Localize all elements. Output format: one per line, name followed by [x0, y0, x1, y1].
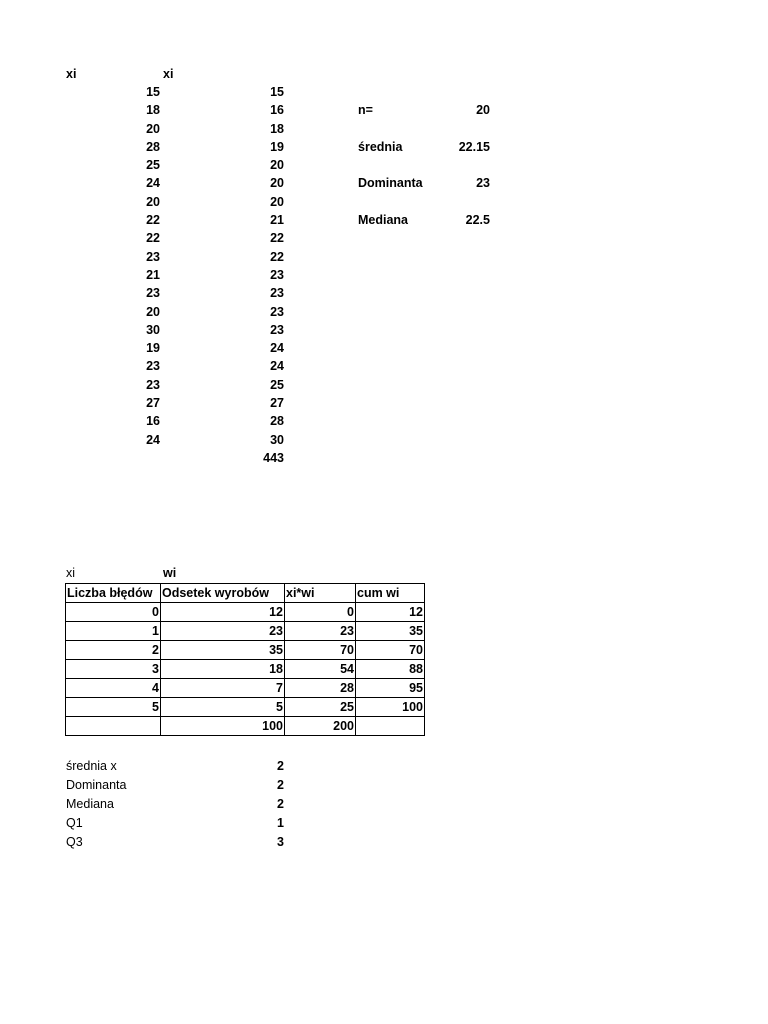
raw-value-cell[interactable]: 28 [146, 139, 160, 154]
table-row [66, 679, 425, 698]
table-row [66, 641, 425, 660]
raw-value-cell[interactable]: 24 [146, 176, 160, 191]
raw-value-cell[interactable]: 23 [146, 249, 160, 264]
summary-stats-top [358, 101, 490, 247]
frequency-table [65, 583, 425, 736]
stat-label[interactable]: Dominanta [66, 778, 127, 792]
sorted-value-cell[interactable]: 23 [270, 322, 284, 337]
stat-value[interactable]: 2 [277, 797, 284, 811]
table-cell[interactable]: 18 [161, 660, 285, 679]
summary-stats-bottom [66, 757, 284, 852]
xi-label[interactable]: xi [66, 566, 76, 580]
table-cell[interactable]: 35 [161, 641, 285, 660]
raw-value-cell[interactable]: 20 [146, 121, 160, 136]
sorted-value-cell[interactable]: 21 [270, 213, 284, 228]
raw-value-cell[interactable]: 23 [146, 377, 160, 392]
table-cell[interactable] [356, 717, 425, 736]
sorted-value-cell[interactable]: 20 [270, 194, 284, 209]
raw-value-cell[interactable]: 23 [146, 286, 160, 301]
sorted-value-cell[interactable]: 19 [270, 139, 284, 154]
table-cell[interactable]: 95 [356, 679, 425, 698]
sorted-value-cell[interactable]: 24 [270, 341, 284, 356]
stat-row-n [358, 101, 490, 138]
table-cell[interactable]: 100 [161, 717, 285, 736]
sorted-value-cell[interactable]: 22 [270, 231, 284, 246]
sorted-value-cell[interactable]: 15 [270, 85, 284, 99]
raw-value-cell[interactable]: 27 [146, 396, 160, 411]
stat-row-mean [358, 138, 490, 175]
stat-label[interactable]: Mediana [66, 797, 114, 811]
table-cell[interactable]: 12 [161, 603, 285, 622]
table-row [66, 603, 425, 622]
raw-values-header: xi [66, 67, 77, 81]
sorted-value-cell[interactable]: 18 [270, 121, 284, 136]
table-cell[interactable]: 70 [285, 641, 356, 660]
sorted-value-cell[interactable]: 20 [270, 158, 284, 173]
stat-label[interactable]: Q1 [66, 816, 83, 830]
stat-row-mean-x [66, 757, 284, 776]
header-product-share[interactable]: Odsetek wyrobów [161, 584, 285, 603]
stat-value[interactable]: 22.5 [465, 212, 490, 227]
stat-label[interactable]: Mediana [358, 212, 409, 227]
stat-value[interactable]: 2 [277, 759, 284, 773]
stat-value[interactable]: 23 [476, 176, 490, 191]
table-row [66, 660, 425, 679]
table-cell[interactable]: 23 [285, 622, 356, 641]
stat-row-median [358, 211, 490, 248]
sorted-value-cell[interactable]: 22 [270, 249, 284, 264]
table-cell[interactable]: 12 [356, 603, 425, 622]
stat-label[interactable]: n= [358, 103, 373, 117]
table-cell[interactable]: 200 [285, 717, 356, 736]
table-cell[interactable]: 54 [285, 660, 356, 679]
stat-row-q1 [66, 814, 284, 833]
table-cell[interactable]: 100 [356, 698, 425, 717]
header-xi-wi[interactable]: xi*wi [285, 584, 356, 603]
raw-value-cell[interactable]: 20 [146, 304, 160, 319]
sorted-value-cell[interactable]: 28 [270, 414, 284, 429]
raw-value-cell[interactable]: 18 [146, 103, 160, 118]
raw-value-cell[interactable]: 22 [146, 231, 160, 246]
sorted-value-cell[interactable]: 20 [270, 176, 284, 191]
sorted-value-cell[interactable]: 23 [270, 286, 284, 301]
table-cell[interactable]: 0 [66, 603, 161, 622]
table-cell[interactable]: 88 [356, 660, 425, 679]
table-cell[interactable]: 28 [285, 679, 356, 698]
raw-value-cell[interactable]: 25 [146, 158, 160, 173]
sorted-value-cell[interactable]: 27 [270, 396, 284, 411]
stat-label[interactable]: średnia x [66, 759, 117, 773]
table-cell[interactable]: 35 [356, 622, 425, 641]
table-cell[interactable]: 23 [161, 622, 285, 641]
header-cum-wi[interactable]: cum wi [356, 584, 425, 603]
stat-row-mode [66, 776, 284, 795]
table-cell[interactable]: 5 [161, 698, 285, 717]
table-cell[interactable]: 3 [66, 660, 161, 679]
raw-value-cell[interactable]: 21 [146, 267, 160, 282]
sorted-value-cell[interactable]: 30 [270, 432, 284, 447]
raw-value-cell[interactable]: 20 [146, 194, 160, 209]
table-row [66, 698, 425, 717]
table-cell[interactable] [66, 717, 161, 736]
header-error-count[interactable]: Liczba błędów [66, 584, 161, 603]
stat-value[interactable]: 1 [277, 816, 284, 830]
stat-value[interactable]: 20 [476, 103, 490, 117]
raw-value-cell[interactable]: 19 [146, 341, 160, 356]
table-cell[interactable]: 1 [66, 622, 161, 641]
table-totals-row [66, 717, 425, 736]
raw-value-cell[interactable]: 30 [146, 322, 160, 337]
wi-label[interactable]: wi [163, 566, 177, 580]
sorted-value-cell[interactable]: 24 [270, 359, 284, 374]
sorted-values-sum[interactable]: 443 [263, 451, 284, 465]
sorted-values-header: xi [163, 67, 174, 81]
table-cell[interactable]: 0 [285, 603, 356, 622]
sorted-value-cell[interactable]: 23 [270, 304, 284, 319]
table-cell[interactable]: 2 [66, 641, 161, 660]
table-cell[interactable]: 70 [356, 641, 425, 660]
stat-label[interactable]: Q3 [66, 835, 83, 849]
raw-value-cell[interactable]: 24 [146, 432, 160, 447]
stat-label[interactable]: średnia [358, 139, 403, 154]
table-header-row [66, 584, 425, 603]
raw-value-cell[interactable]: 15 [146, 85, 160, 99]
stat-row-mode [358, 174, 490, 211]
table-cell[interactable]: 5 [66, 698, 161, 717]
sorted-value-cell[interactable]: 23 [270, 267, 284, 282]
raw-value-cell[interactable]: 16 [146, 414, 160, 429]
sorted-value-cell[interactable]: 25 [270, 377, 284, 392]
table-cell[interactable]: 25 [285, 698, 356, 717]
raw-value-cell[interactable]: 22 [146, 213, 160, 228]
raw-values-list [100, 83, 160, 449]
stat-value[interactable]: 3 [277, 835, 284, 849]
raw-value-cell[interactable]: 23 [146, 359, 160, 374]
table-cell[interactable]: 4 [66, 679, 161, 698]
table-row [66, 622, 425, 641]
stat-row-median [66, 795, 284, 814]
sorted-value-cell[interactable]: 16 [270, 103, 284, 118]
stat-label[interactable]: Dominanta [358, 176, 423, 191]
sorted-values-list [224, 83, 284, 449]
stat-value[interactable]: 2 [277, 778, 284, 792]
table-cell[interactable]: 7 [161, 679, 285, 698]
stat-value[interactable]: 22.15 [458, 139, 490, 154]
stat-row-q3 [66, 833, 284, 852]
